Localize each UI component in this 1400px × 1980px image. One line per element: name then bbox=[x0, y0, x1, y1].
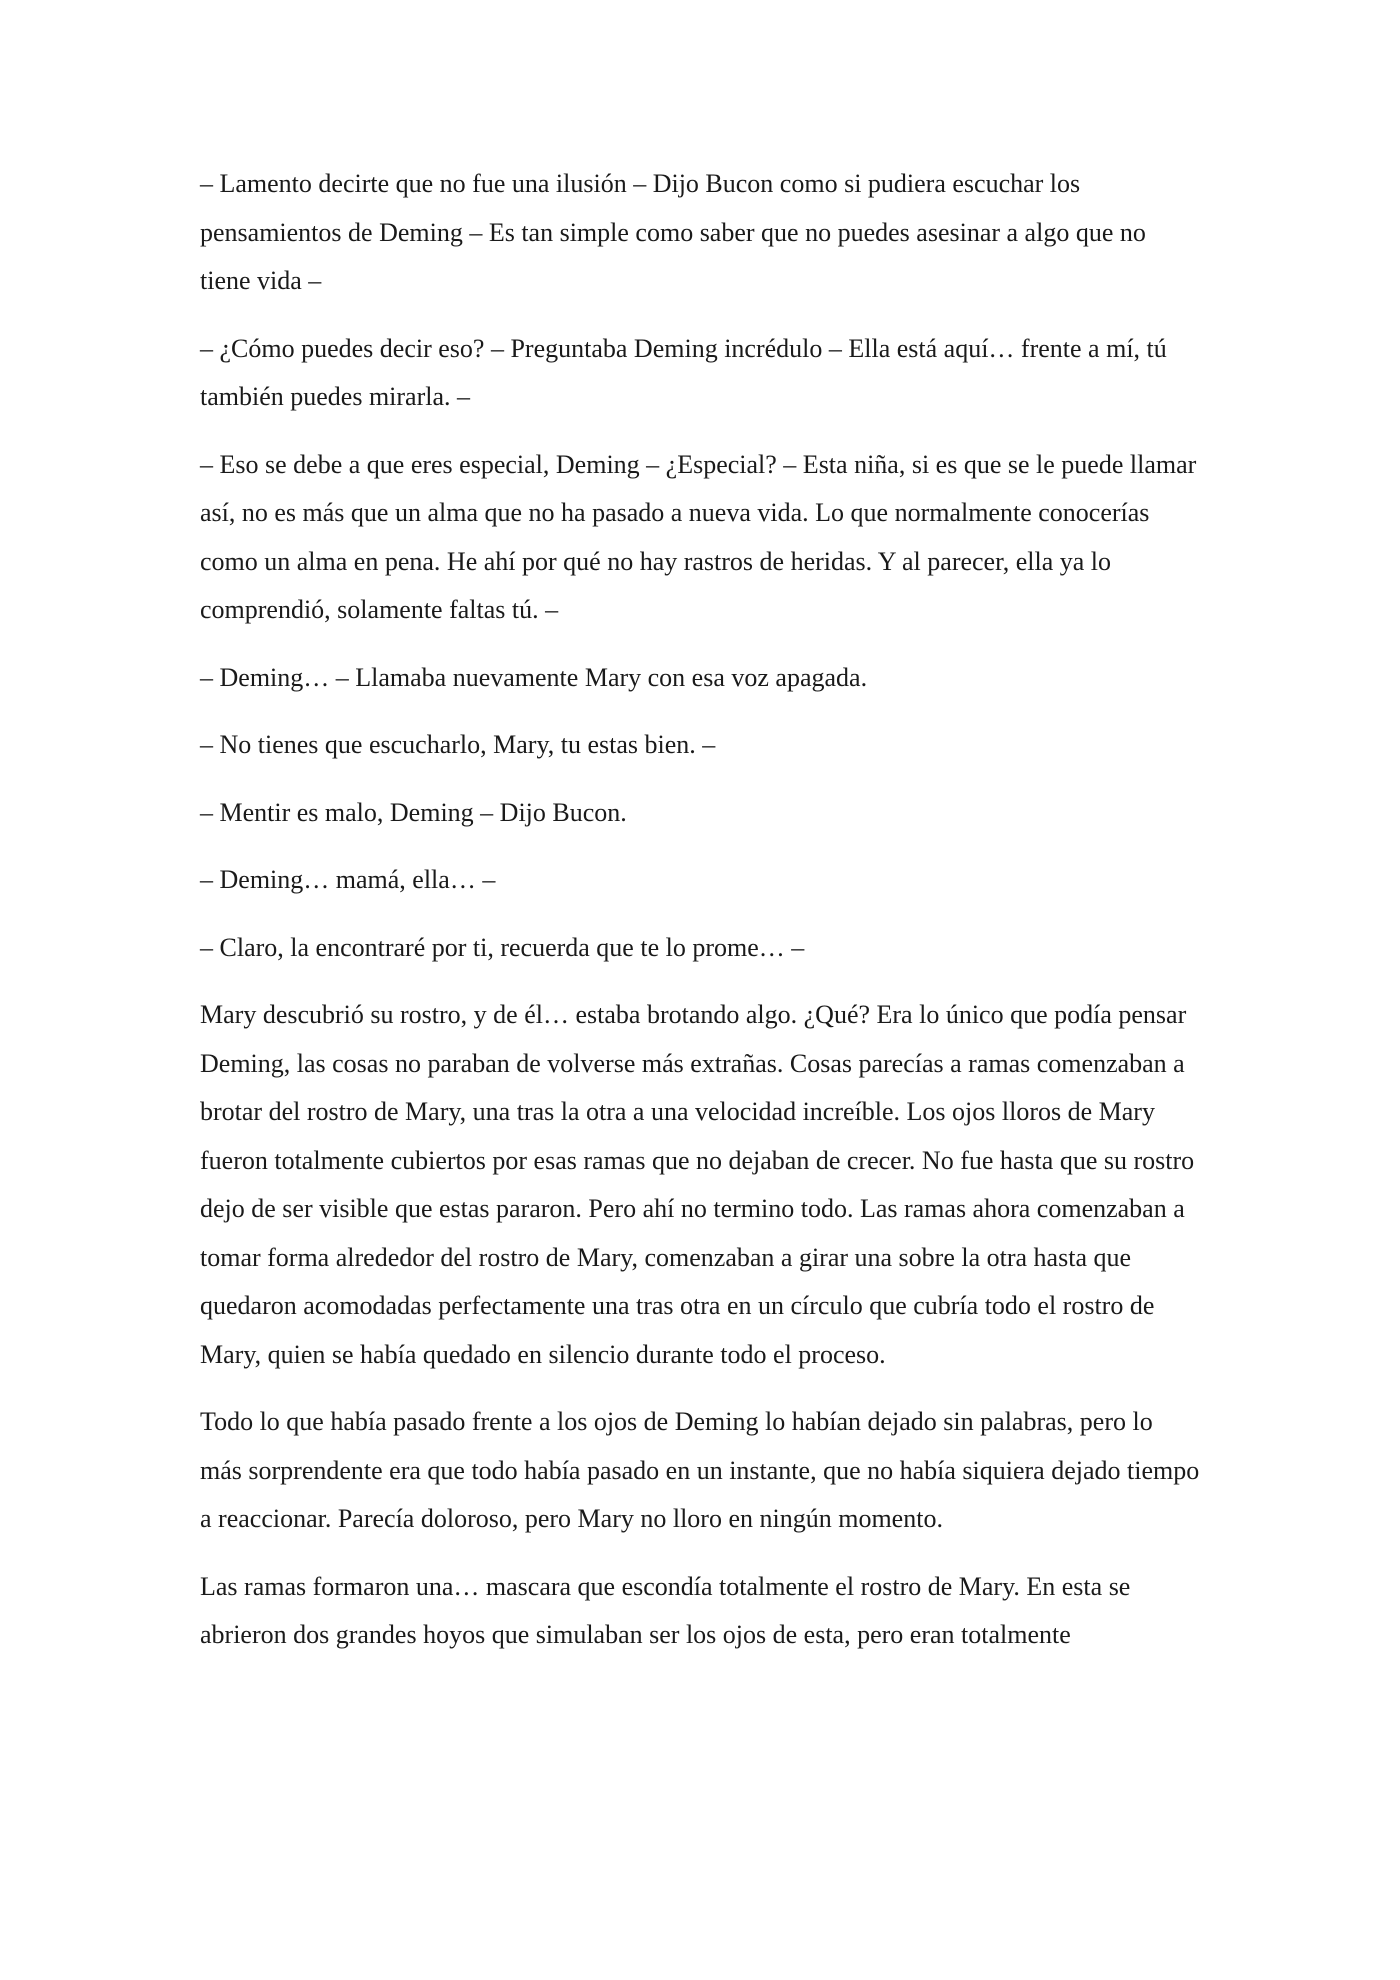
paragraph-9: Mary descubrió su rostro, y de él… estaba brotando algo. ¿Qué? Era lo único que podía pensar Deming, las cosas no paraban de volverse más extrañas. Cosas parecías a ramas comenzaban a brotar del rostro de Mary, una tras la otra a una velocidad increíble. Los ojos lloros de Mary fueron totalmente cubiertos por esas ramas que no dejaban de crecer. No fue hasta que su rostro dejo de ser visible que estas pararon. Pero ahí no termino todo. Las ramas ahora comenzaban a tomar forma alrededor del rostro de Mary, comenzaban a girar una sobre la otra hasta que quedaron acomodadas perfectamente una tras otra en un círculo que cubría todo el rostro de Mary, quien se había quedado en silencio durante todo el proceso. bbox=[200, 1000, 1195, 1369]
paragraph-4: – Deming… – Llamaba nuevamente Mary con esa voz apagada. bbox=[200, 662, 868, 692]
paragraph-1: – Lamento decirte que no fue una ilusión – Dijo Bucon como si pudiera escuchar los pensamientos de Deming – Es tan simple como saber que no puedes asesinar a algo que no tiene vida – bbox=[200, 169, 1146, 295]
paragraph-8: – Claro, la encontraré por ti, recuerda que te lo prome… – bbox=[200, 932, 805, 962]
paragraph-3: – Eso se debe a que eres especial, Deming – ¿Especial? – Esta niña, si es que se le puede llamar así, no es más que un alma que no ha pasado a nueva vida. Lo que normalmente conocerías como un alma en pena. He ahí por qué no hay rastros de heridas. Y al parecer, ella ya lo comprendió, solamente faltas tú. – bbox=[200, 449, 1197, 624]
paragraph-6: – Mentir es malo, Deming – Dijo Bucon. bbox=[200, 797, 627, 827]
paragraph-5: – No tienes que escucharlo, Mary, tu estas bien. – bbox=[200, 730, 716, 759]
body-text bbox=[200, 160, 1200, 1679]
paragraph-7: – Deming… mamá, ella… – bbox=[200, 865, 496, 894]
paragraph-11: Las ramas formaron una… mascara que escondía totalmente el rostro de Mary. En esta se abrieron dos grandes hoyos que simulaban ser los ojos de esta, pero eran totalmente bbox=[200, 1571, 1131, 1649]
paragraph-10: Todo lo que había pasado frente a los ojos de Deming lo habían dejado sin palabras, pero lo más sorprendente era que todo había pasado en un instante, que no había siquiera dejado tiempo a reaccionar. Parecía doloroso, pero Mary no lloro en ningún momento. bbox=[200, 1407, 1200, 1533]
paragraph-2: – ¿Cómo puedes decir eso? – Preguntaba Deming incrédulo – Ella está aquí… frente a mí, tú también puedes mirarla. – bbox=[200, 333, 1167, 411]
